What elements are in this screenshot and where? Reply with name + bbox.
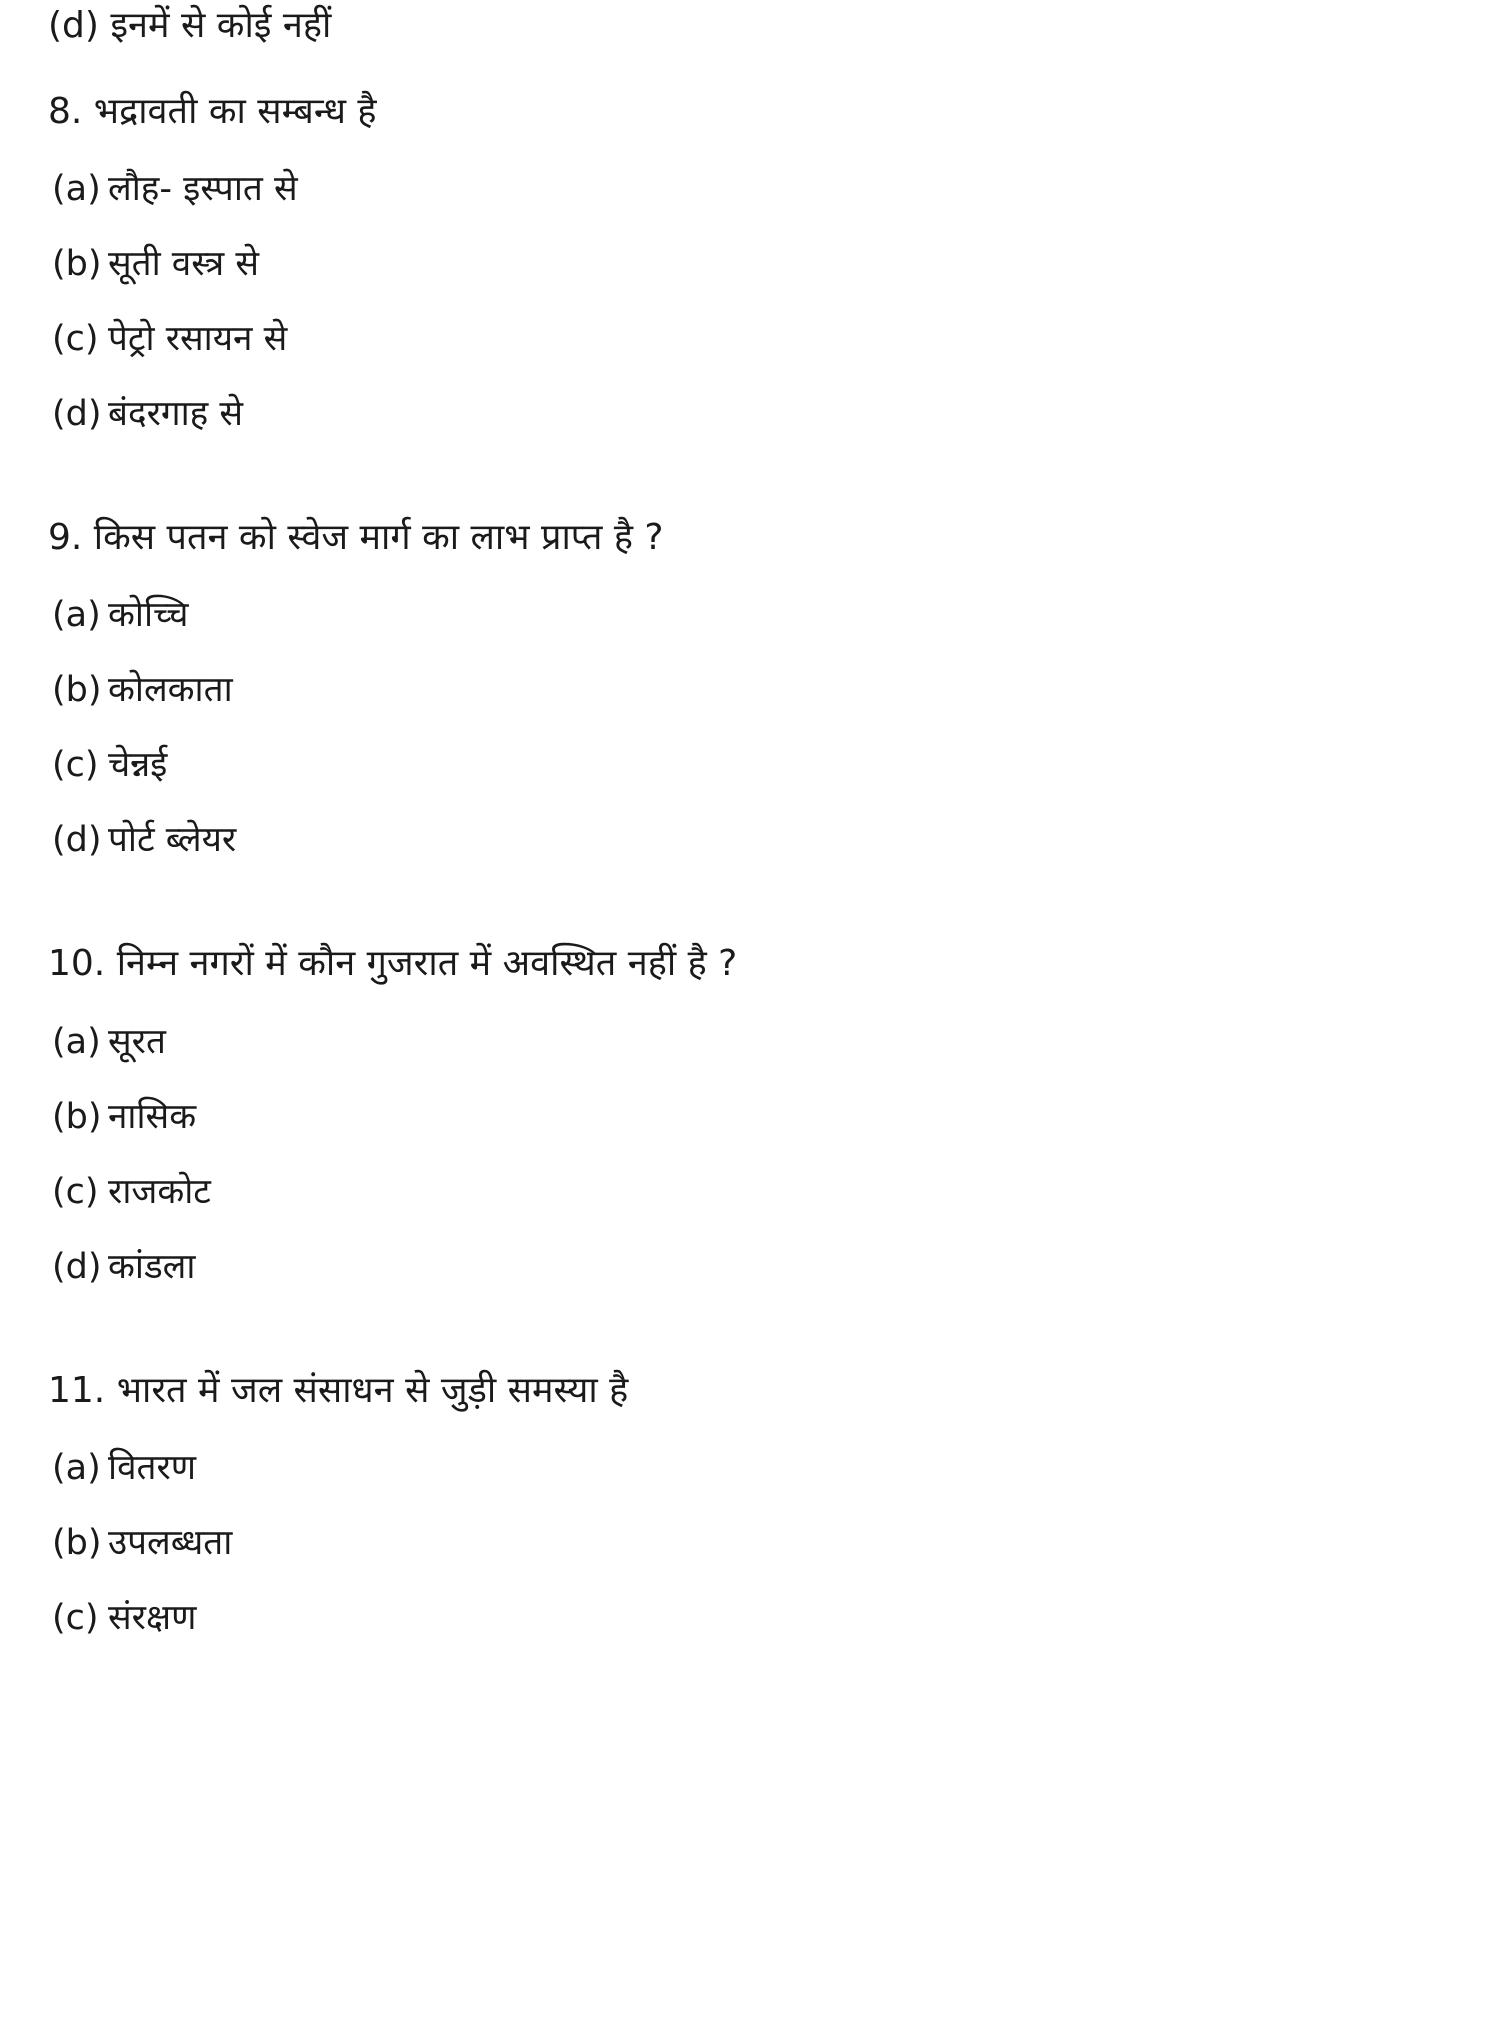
option-label: (a) xyxy=(52,168,101,209)
option-value: नासिक xyxy=(108,1096,197,1137)
question-text: 10. निम्न नगरों में कौन गुजरात में अवस्थित नहीं है ? xyxy=(48,943,738,985)
question-text: 11. भारत में जल संसाधन से जुड़ी समस्या है xyxy=(48,1369,629,1411)
option-value: वितरण xyxy=(108,1448,197,1489)
option-row[interactable] xyxy=(48,591,1449,640)
option-row[interactable] xyxy=(48,1093,1449,1142)
option-label: (b) xyxy=(52,670,102,711)
option-value: संरक्षण xyxy=(108,1598,197,1639)
option-label: (b) xyxy=(52,243,102,284)
option-value: राजकोट xyxy=(108,1171,211,1212)
option-label: (a) xyxy=(52,1021,101,1062)
option-value: बंदरगाह से xyxy=(108,393,244,434)
option-row[interactable] xyxy=(48,315,1449,364)
option-label: (c) xyxy=(52,318,99,359)
option-row[interactable] xyxy=(48,816,1449,865)
option-row[interactable] xyxy=(48,1018,1449,1067)
question-text: 8. भद्रावती का सम्बन्ध है xyxy=(48,90,377,132)
option-label: (b) xyxy=(52,1523,102,1564)
option-label: (b) xyxy=(52,1096,102,1137)
option-value: कोच्चि xyxy=(108,595,189,636)
option-label: (d) xyxy=(52,820,102,861)
question-block-11 xyxy=(48,1366,1449,1643)
question-block-10 xyxy=(48,939,1449,1291)
continued-option-from-previous-question: (d) इनमें से कोई नहीं xyxy=(48,5,332,46)
option-row[interactable] xyxy=(48,165,1449,214)
option-value: सूती वस्त्र से xyxy=(108,243,259,284)
option-label: (a) xyxy=(52,595,101,636)
option-label: (d) xyxy=(52,1246,102,1287)
option-row[interactable] xyxy=(48,741,1449,790)
option-row[interactable] xyxy=(48,240,1449,289)
option-label: (a) xyxy=(52,1448,101,1489)
question-block-8 xyxy=(48,87,1449,439)
option-row[interactable] xyxy=(48,390,1449,439)
option-value: उपलब्धता xyxy=(108,1523,233,1564)
option-label: (c) xyxy=(52,1171,99,1212)
option-value: सूरत xyxy=(108,1021,166,1062)
option-row[interactable] xyxy=(48,1444,1449,1493)
option-value: चेन्नई xyxy=(108,745,168,786)
option-row[interactable] xyxy=(48,1519,1449,1568)
option-row[interactable] xyxy=(48,1594,1449,1643)
option-value: कोलकाता xyxy=(108,670,233,711)
option-value: पेट्रो रसायन से xyxy=(108,318,288,359)
option-row[interactable] xyxy=(48,1243,1449,1292)
option-value: लौह- इस्पात से xyxy=(108,168,298,209)
option-row[interactable] xyxy=(48,666,1449,715)
question-block-9 xyxy=(48,513,1449,865)
option-value: कांडला xyxy=(108,1246,196,1287)
option-label: (c) xyxy=(52,1598,99,1639)
option-value: पोर्ट ब्लेयर xyxy=(108,820,237,861)
question-text: 9. किस पतन को स्वेज मार्ग का लाभ प्राप्त है ? xyxy=(48,516,664,558)
option-label: (c) xyxy=(52,745,99,786)
option-row[interactable] xyxy=(48,1168,1449,1217)
option-label: (d) xyxy=(52,393,102,434)
